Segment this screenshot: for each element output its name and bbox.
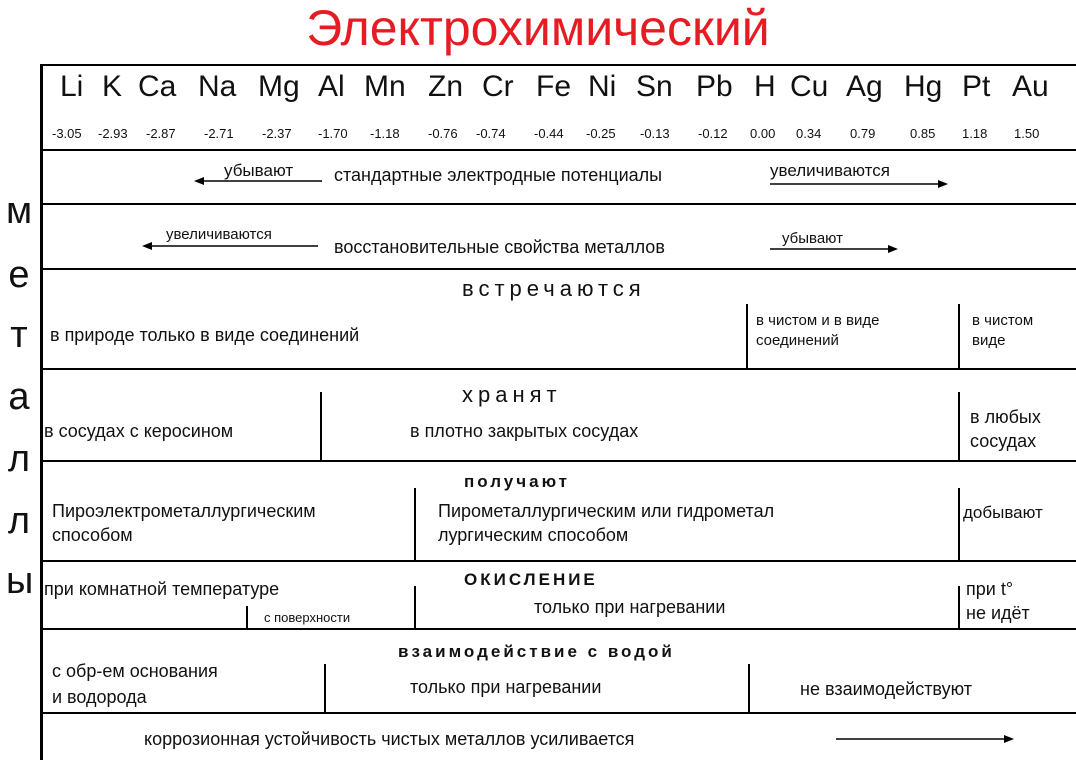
metal-symbol: Fe	[536, 70, 572, 103]
row-divider	[40, 268, 1076, 270]
increase-label: увеличиваются	[770, 161, 890, 180]
row-divider	[40, 368, 1076, 370]
storage-heading: хранят	[462, 382, 562, 407]
metal-symbol: Sn	[636, 70, 673, 103]
cell-divider	[746, 304, 748, 368]
potential-value: -0.25	[586, 126, 616, 141]
side-label-letter: л	[7, 438, 31, 480]
potential-value: -2.93	[98, 126, 128, 141]
metal-symbol: Na	[198, 70, 237, 103]
decrease-label: убывают	[224, 161, 294, 180]
metal-symbol: Cr	[482, 70, 514, 103]
potential-value: -2.71	[204, 126, 234, 141]
oxidation-middle: только при нагревании	[534, 597, 726, 617]
cell-divider	[958, 304, 960, 368]
cell-divider	[246, 606, 248, 628]
storage-right-line: в любых	[970, 407, 1041, 427]
row-divider	[40, 560, 1076, 562]
cell-divider	[748, 664, 750, 712]
side-label-letter: е	[8, 254, 30, 296]
potential-value: -0.13	[640, 126, 670, 141]
side-label-letter: л	[7, 500, 31, 542]
occurrence-middle-line: соединений	[756, 332, 839, 349]
metal-symbol: Pt	[962, 70, 991, 103]
potential-value: -3.05	[52, 126, 82, 141]
metal-symbol: Ag	[846, 70, 883, 103]
cell-divider	[958, 586, 960, 628]
cell-divider	[320, 392, 322, 460]
cell-divider	[958, 392, 960, 460]
potential-value: 0.34	[796, 126, 822, 141]
row-divider	[40, 712, 1076, 714]
right-arrow-icon	[770, 244, 898, 254]
side-label-letter: ы	[6, 560, 34, 602]
metal-symbol: Li	[60, 70, 84, 103]
occurrence-right-line: в чистом	[972, 312, 1034, 329]
left-arrow-icon	[142, 241, 320, 251]
metal-symbol: Ca	[138, 70, 177, 103]
metal-symbol: Hg	[904, 70, 943, 103]
oxidation-left: при комнатной температуре	[44, 579, 280, 599]
water-middle: только при нагревании	[410, 677, 602, 697]
occurrence-middle-line: в чистом и в виде	[756, 312, 880, 329]
potential-value: -1.70	[318, 126, 348, 141]
cell-divider	[414, 488, 416, 560]
metal-symbol: Mn	[364, 70, 406, 103]
potential-value: 0.79	[850, 126, 876, 141]
row-divider	[40, 628, 1076, 630]
occurrence-left: в природе только в виде соединений	[50, 325, 360, 345]
potential-value: 0.00	[750, 126, 776, 141]
oxidation-left-sub: с поверхности	[264, 610, 351, 625]
potential-value: -0.74	[476, 126, 506, 141]
production-right: добывают	[963, 503, 1043, 522]
potentials-row-label: стандартные электродные потенциалы	[334, 165, 663, 185]
reducing-row-label: восстановительные свойства металлов	[334, 237, 665, 257]
water-left-line: с обр-ем основания	[52, 661, 218, 681]
production-middle-line: лургическим способом	[438, 525, 629, 545]
occurrence-right-line: виде	[972, 332, 1006, 349]
right-arrow-icon	[770, 179, 948, 189]
potential-value: -0.44	[534, 126, 564, 141]
metal-symbol: Ni	[588, 70, 617, 103]
metal-symbol: Al	[318, 70, 345, 103]
occurrence-heading: встречаются	[462, 276, 646, 301]
potential-value: -2.87	[146, 126, 176, 141]
row-divider	[40, 203, 1076, 205]
production-left-line: способом	[52, 525, 133, 545]
production-left-line: Пироэлектрометаллургическим	[52, 501, 316, 521]
page-title: Электрохимический	[306, 0, 770, 56]
storage-middle: в плотно закрытых сосудах	[410, 421, 639, 441]
metal-symbol: Pb	[696, 70, 733, 103]
metal-symbol: Zn	[428, 70, 464, 103]
potential-value: -2.37	[262, 126, 292, 141]
storage-left: в сосудах с керосином	[44, 421, 234, 441]
side-label-letter: т	[10, 314, 28, 356]
storage-right-line: сосудах	[970, 431, 1037, 451]
potential-value: -1.18	[370, 126, 400, 141]
decrease-label: убывают	[782, 230, 843, 247]
potential-value: 0.85	[910, 126, 936, 141]
production-heading: получают	[464, 472, 571, 491]
production-middle-line: Пирометаллургическим или гидрометал	[438, 501, 775, 521]
oxidation-heading: ОКИСЛЕНИЕ	[464, 570, 598, 589]
water-left-line: и водорода	[52, 687, 147, 707]
metal-symbol: Mg	[258, 70, 300, 103]
right-arrow-icon	[836, 734, 1014, 744]
potential-value: -0.12	[698, 126, 728, 141]
metal-symbol: Au	[1012, 70, 1049, 103]
oxidation-right-line: при t°	[966, 579, 1014, 599]
corrosion-label: коррозионная устойчивость чистых металлов усиливается	[144, 729, 635, 749]
cell-divider	[324, 664, 326, 712]
left-arrow-icon	[194, 176, 324, 186]
row-divider	[40, 460, 1076, 462]
potential-value: 1.18	[962, 126, 988, 141]
cell-divider	[414, 586, 416, 628]
cell-divider	[958, 488, 960, 560]
metal-symbol: K	[102, 70, 123, 103]
water-right: не взаимодействуют	[800, 679, 972, 699]
side-label-letter: м	[6, 190, 33, 232]
metal-symbol: H	[754, 70, 776, 103]
potential-value: -0.76	[428, 126, 458, 141]
potential-value: 1.50	[1014, 126, 1040, 141]
water-heading: взаимодействие с водой	[398, 642, 675, 661]
oxidation-right-line: не идёт	[966, 603, 1030, 623]
metal-symbol: Cu	[790, 70, 829, 103]
increase-label: увеличиваются	[166, 226, 272, 243]
row-divider	[40, 149, 1076, 151]
side-label-letter: а	[8, 376, 30, 418]
